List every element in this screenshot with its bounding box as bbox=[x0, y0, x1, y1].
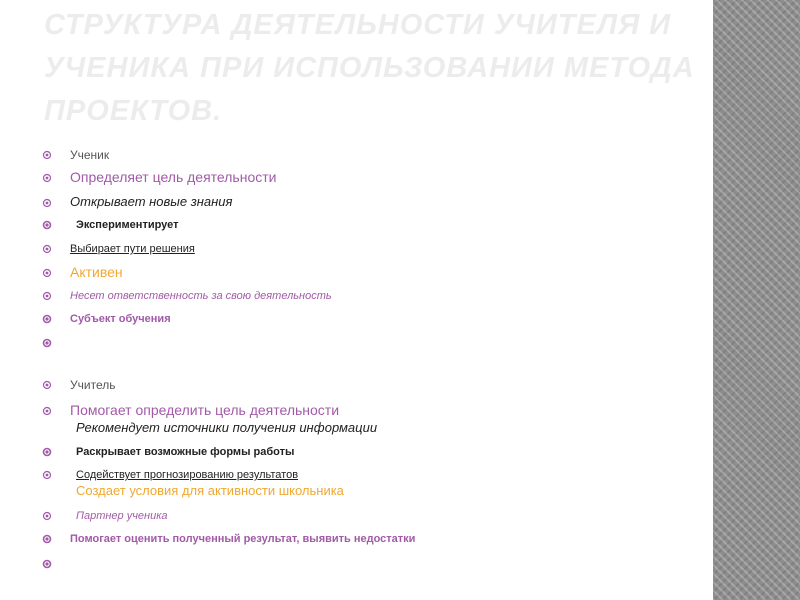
list-item-teacher-header bbox=[40, 376, 710, 398]
bullet-icon bbox=[42, 511, 52, 521]
bullet-icon bbox=[42, 470, 52, 480]
teacher-item-conditions: Создает условия для активности школьника bbox=[76, 483, 344, 498]
list-item-empty bbox=[40, 334, 710, 356]
list-item-student-header bbox=[40, 146, 710, 168]
student-item-experiments: Экспериментирует bbox=[76, 219, 179, 231]
list-item bbox=[40, 263, 710, 285]
student-item-solutions: Выбирает пути решения bbox=[70, 243, 195, 255]
side-pattern-stripe bbox=[713, 0, 800, 600]
bullet-icon bbox=[42, 198, 52, 208]
list-item bbox=[40, 240, 710, 262]
bullet-icon bbox=[42, 534, 52, 544]
student-item-subject: Субъект обучения bbox=[70, 313, 171, 325]
bullet-icon bbox=[42, 173, 52, 183]
list-item-empty bbox=[40, 555, 710, 577]
list-item bbox=[40, 193, 710, 215]
list-item bbox=[40, 310, 710, 332]
teacher-item-evaluate: Помогает оценить полученный результат, выявить недостатки bbox=[70, 533, 416, 545]
bullet-icon bbox=[42, 244, 52, 254]
bullet-icon bbox=[42, 220, 52, 230]
bullet-icon bbox=[42, 380, 52, 390]
teacher-item-partner: Партнер ученика bbox=[76, 510, 168, 522]
list-item bbox=[40, 168, 710, 190]
student-item-responsibility: Несет ответственность за свою деятельность bbox=[70, 290, 332, 302]
list-item-continuation bbox=[40, 482, 710, 504]
list-item bbox=[40, 443, 710, 465]
bullet-icon bbox=[42, 406, 52, 416]
student-item-active: Активен bbox=[70, 264, 123, 280]
list-item-continuation bbox=[40, 419, 710, 441]
list-item bbox=[40, 530, 710, 552]
bullet-icon bbox=[42, 559, 52, 569]
bullet-list bbox=[40, 0, 710, 600]
bullet-icon bbox=[42, 338, 52, 348]
bullet-icon bbox=[42, 268, 52, 278]
teacher-header: Учитель bbox=[70, 378, 116, 392]
list-item bbox=[40, 216, 710, 238]
bullet-icon bbox=[42, 447, 52, 457]
bullet-icon bbox=[42, 291, 52, 301]
list-item bbox=[40, 507, 710, 529]
bullet-icon bbox=[42, 314, 52, 324]
teacher-item-sources: Рекомендует источники получения информации bbox=[76, 420, 378, 435]
list-item bbox=[40, 287, 710, 309]
bullet-icon bbox=[42, 150, 52, 160]
teacher-item-forecast: Содействует прогнозированию результатов bbox=[76, 469, 299, 481]
teacher-item-goal: Помогает определить цель деятельности bbox=[70, 402, 340, 418]
student-item-goal: Определяет цель деятельности bbox=[70, 169, 277, 185]
student-item-knowledge: Открывает новые знания bbox=[70, 194, 233, 209]
slide-title: СТРУКТУРА ДЕЯТЕЛЬНОСТИ УЧИТЕЛЯ И УЧЕНИКА ПРИ ИСПОЛЬЗОВАНИИ МЕТОДА ПРОЕКТОВ. bbox=[44, 9, 695, 127]
teacher-item-forms: Раскрывает возможные формы работы bbox=[76, 446, 295, 458]
student-header: Ученик bbox=[70, 148, 110, 162]
